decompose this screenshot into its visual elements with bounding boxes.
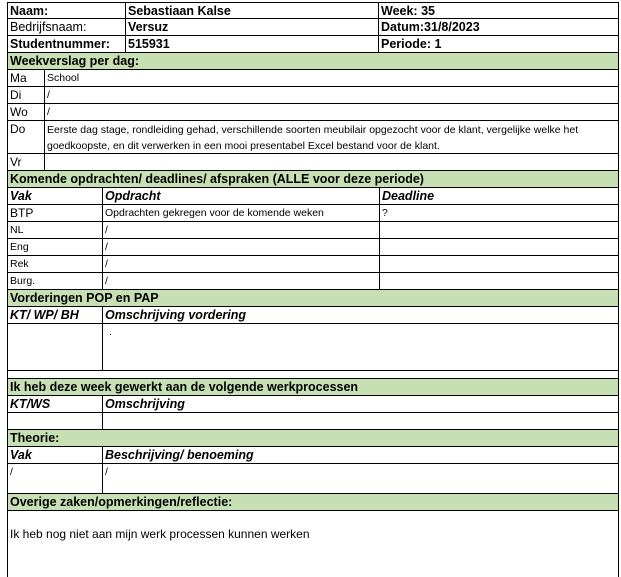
day-text: Eerste dag stage, rondleiding gehad, verschillende soorten meubilair opgezocht voor de klant, vergelijke welke het goedkoopste, en dit verwerken in een mooi presentabel Excel bestand voor de klant. [47,124,579,152]
opdracht-cell: / [103,222,380,238]
day-label: Di [8,87,45,103]
table-row [7,273,619,290]
col-beschrijving: Beschrijving/ benoeming [105,448,254,462]
opdrachten-section-header [7,171,619,188]
overige-content-row [7,511,619,577]
col-kt-wp-bh: KT/ WP/ BH [8,307,103,323]
bedrijf-value: Versuz [126,19,379,35]
weekverslag-title: Weekverslag per dag: [8,53,618,69]
overige-section-header [7,494,619,511]
header-row-bedrijf [7,19,619,36]
vak-cell: BTP [8,205,103,221]
datum-label: Datum:31/8/2023 [381,20,480,34]
col-deadline: Deadline [382,189,435,203]
opdracht-cell: Opdrachten gekregen voor de komende weken [103,205,380,221]
col-omschrijving: Omschrijving [105,397,185,411]
werkprocessen-section-header [7,379,619,396]
day-text: School [47,72,80,84]
day-label: Ma [8,70,45,86]
vak-cell: NL [8,222,103,238]
student-label: Studentnummer: [8,36,126,52]
naam-value: Sebastiaan Kalse [126,3,379,18]
spacer-row [7,371,619,379]
day-row [7,121,619,154]
day-row [7,87,619,104]
weekverslag-section-header [7,53,619,70]
vorderingen-column-headers [7,307,619,324]
col-opdracht: Opdracht [103,188,380,204]
omschrijving-value [103,413,618,429]
opdracht-cell: / [103,256,380,272]
kt-value [8,324,103,370]
theorie-title: Theorie: [8,430,618,446]
day-text: / [47,89,50,101]
werkprocessen-content-row [7,413,619,430]
day-label: Wo [8,104,45,120]
table-row [7,256,619,273]
theorie-section-header [7,430,619,447]
deadline-cell: ? [382,207,388,219]
opdrachten-column-headers [7,188,619,205]
week-label: Week: 35 [381,4,435,18]
opdracht-cell: / [103,273,380,289]
deadline-cell [380,222,618,238]
bedrijf-label: Bedrijfsnaam: [8,19,126,35]
header-row-student [7,36,619,53]
col-vak: Vak [8,188,103,204]
table-row [7,239,619,256]
day-row [7,154,619,171]
header-row-naam [7,2,619,19]
deadline-cell [380,273,618,289]
kt-ws-value [8,413,103,429]
omschrijving-value: . [109,326,112,338]
vorderingen-content-row [7,324,619,371]
day-row [7,70,619,87]
empty-cell [8,371,618,378]
vak-cell: Rek [8,256,103,272]
col-vak: Vak [8,447,103,463]
overige-title: Overige zaken/opmerkingen/reflectie: [8,494,618,510]
day-text: / [47,106,50,118]
deadline-cell [380,256,618,272]
table-row [7,205,619,222]
day-text [45,154,618,170]
vak-cell: Eng [8,239,103,255]
student-value: 515931 [126,36,379,52]
theorie-column-headers [7,447,619,464]
table-row [7,222,619,239]
day-label: Vr [8,154,45,170]
day-row [7,104,619,121]
opdrachten-title: Komende opdrachten/ deadlines/ afspraken (ALLE voor deze periode) [8,171,618,187]
vorderingen-title: Vorderingen POP en PAP [8,290,618,306]
opdracht-cell: / [103,239,380,255]
report-sheet [7,2,619,577]
werkprocessen-column-headers [7,396,619,413]
werkprocessen-title: Ik heb deze week gewerkt aan de volgende werkprocessen [8,379,618,395]
naam-label: Naam: [8,3,126,18]
day-label: Do [8,121,45,153]
vak-cell: Burg. [8,273,103,289]
theorie-content-row [7,464,619,494]
deadline-cell [380,239,618,255]
col-kt-ws: KT/WS [8,396,103,412]
col-omschrijving-vordering: Omschrijving vordering [105,308,247,322]
theorie-beschrijving-value: / [105,466,108,478]
theorie-vak-value: / [8,464,103,493]
overige-text: Ik heb nog niet aan mijn werk processen kunnen werken [10,527,310,541]
vorderingen-section-header [7,290,619,307]
periode-label: Periode: 1 [381,37,442,51]
